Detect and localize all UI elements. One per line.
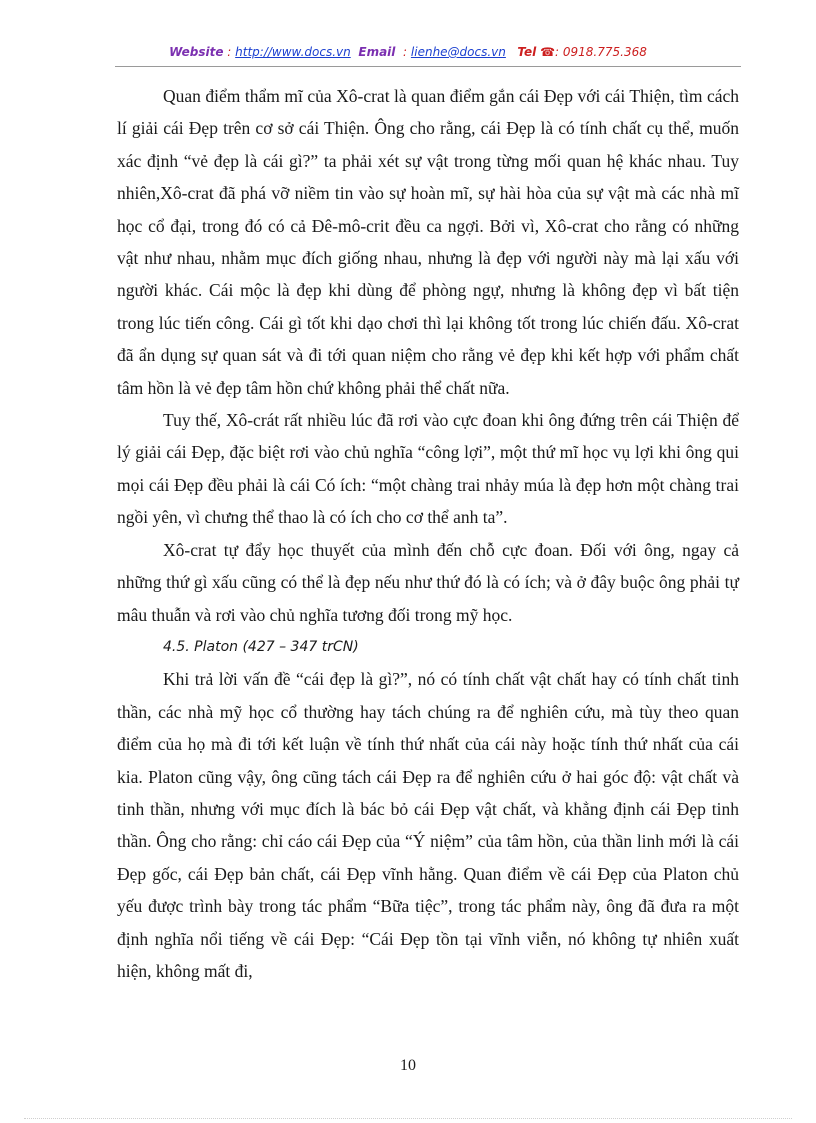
tel-label: Tel [517, 45, 537, 59]
section-heading: 4.5. Platon (427 – 347 trCN) [163, 638, 359, 655]
paragraph-2: Tuy thế, Xô-crát rất nhiều lúc đã rơi vào cực đoan khi ông đứng trên cái Thiện để lý giải cái Đẹp, đặc biệt rơi vào chủ nghĩa “công lợi”, một thứ mĩ học vụ lợi khi ông qui mọi cái Đẹp đều phải là cái Có ích: “một chàng trai nhảy múa là đẹp hơn một chàng trai ngồi yên, vì chưng thể thao là có ích cho cơ thể anh ta”. [117, 410, 739, 528]
website-link[interactable]: http://www.docs.vn [235, 45, 351, 59]
header-divider [115, 66, 741, 67]
email-label: Email [358, 45, 396, 59]
document-body [117, 80, 739, 987]
phone-number: : 0918.775.368 [555, 45, 647, 59]
paragraph-4: Khi trả lời vấn đề “cái đẹp là gì?”, nó có tính chất vật chất hay có tính chất tinh thần, các nhà mỹ học cổ thường hay tách chúng ra để nghiên cứu, mà tùy theo quan điểm của họ mà đi tới kết luận về tính thứ nhất của cái này hoặc tính thứ nhất của cái kia. Platon cũng vậy, ông cũng tách cái Đẹp ra để nghiên cứu ở hai góc độ: vật chất và tinh thần, nhưng với mục đích là bác bỏ cái Đẹp vật chất, và khẳng định cái Đẹp tinh thần. Ông cho rằng: chỉ cáo cái Đẹp của “Ý niệm” của tâm hồn, của thần linh mới là cái Đẹp gốc, cái Đẹp bản chất, cái Đẹp vĩnh hằng. Quan điểm về cái Đẹp của Platon chủ yếu được trình bày trong tác phẩm “Bữa tiệc”, trong tác phẩm này, ông đã đưa ra một định nghĩa nổi tiếng về cái Đẹp: “Cái Đẹp tồn tại vĩnh viễn, nó không tự nhiên xuất hiện, không mất đi, [117, 669, 739, 981]
email-link[interactable]: lienhe@docs.vn [410, 45, 506, 59]
phone-icon: ☎ [540, 45, 556, 59]
page-header: Website : http://www.docs.vn Email : lienhe@docs.vn Tel ☎: 0918.775.368 [169, 45, 647, 59]
page-bottom-border [24, 1118, 792, 1119]
website-label: Website [169, 45, 224, 59]
paragraph-3: Xô-crat tự đẩy học thuyết của mình đến chỗ cực đoan. Đối với ông, ngay cả những thứ gì xấu cũng có thể là đẹp nếu như thứ đó là có ích; và ở đây buộc ông phải tự mâu thuẫn và rơi vào chủ nghĩa tương đối trong mỹ học. [117, 539, 739, 625]
paragraph-1: Quan điểm thẩm mĩ của Xô-crat là quan điểm gắn cái Đẹp với cái Thiện, tìm cách lí giải cái Đẹp trên cơ sở cái Thiện. Ông cho rằng, cái Đẹp là có tính chất cụ thể, muốn xác định “vẻ đẹp là cái gì?” ta phải xét sự vật trong từng mối quan hệ khác nhau. Tuy nhiên,Xô-crat đã phá vỡ niềm tin vào sự hoàn mĩ, sự hài hòa của sự vật mà các nhà mĩ học cổ đại, trong đó có cả Đê-mô-crit đều ca ngợi. Bởi vì, Xô-crat cho rằng có những vật như nhau, nhằm mục đích giống nhau, nhưng là đẹp với người này mà lại xấu với người khác. Cái mộc là đẹp khi dùng để phòng ngự, nhưng là không đẹp vì bất tiện trong lúc tiến công. Cái gì tốt khi dạo chơi thì lại không tốt trong lúc chiến đấu. Xô-crat đã ẩn dụng sự quan sát và đi tới quan niệm cho rằng vẻ đẹp khi kết hợp với phẩm chất tâm hồn là vẻ đẹp tâm hồn chứ không phải thể chất nữa. [117, 86, 739, 398]
page-number: 10 [400, 1057, 416, 1074]
